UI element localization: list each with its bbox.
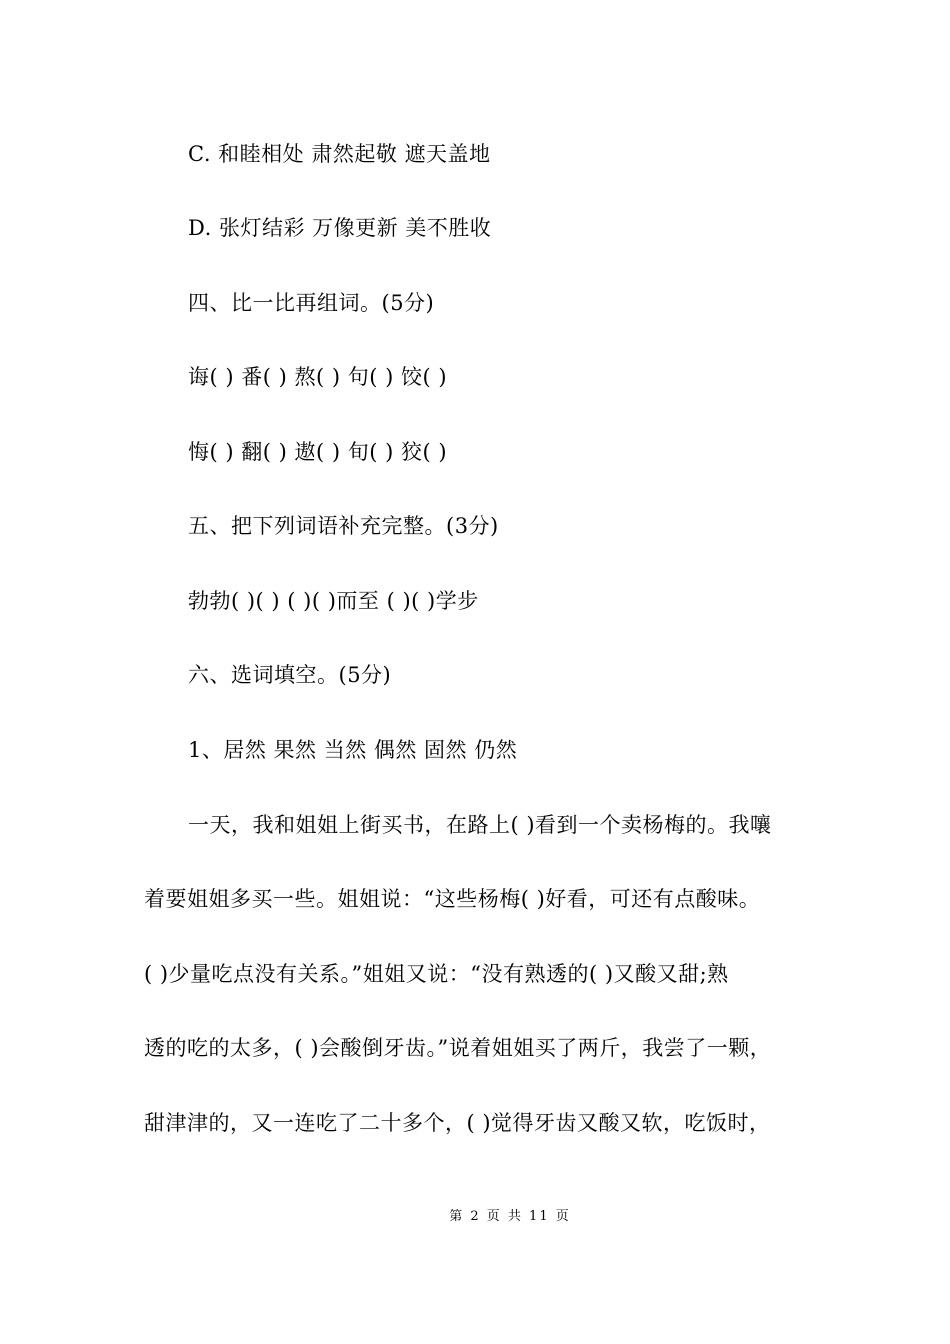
passage-line-1: 一天，我和姐姐上街买书，在路上( )看到一个卖杨梅的。我嚷 (188, 813, 772, 837)
passage-line-4: 透的吃的太多，( )会酸倒牙齿。”说着姐姐买了两斤，我尝了一颗， (144, 1036, 772, 1060)
idiom-completion-row: 勃勃( )( ) ( )( )而至 ( )( )学步 (188, 589, 479, 613)
word-compare-row-1: 诲( ) 番( ) 熬( ) 句( ) 饺( ) (188, 365, 448, 389)
page-number-footer: 第 2 页 共 11 页 (449, 1209, 571, 1224)
passage-line-2: 着要姐姐多买一些。姐姐说：“这些杨梅( )好看，可还有点酸味。 (144, 887, 761, 911)
section-4-heading: 四、比一比再组词。(5分) (188, 291, 435, 315)
option-d: D. 张灯结彩 万像更新 美不胜收 (188, 216, 492, 240)
option-c: C. 和睦相处 肃然起敬 遮天盖地 (188, 142, 491, 166)
passage-line-5: 甜津津的，又一连吃了二十多个，( )觉得牙齿又酸又软，吃饭时， (144, 1111, 771, 1135)
section-5-heading: 五、把下列词语补充完整。(3分) (188, 514, 499, 538)
passage-line-3: ( )少量吃点没有关系。”姐姐又说：“没有熟透的( )又酸又甜;熟 (144, 962, 729, 986)
section-6-heading: 六、选词填空。(5分) (188, 663, 392, 687)
word-choice-list: 1、居然 果然 当然 偶然 固然 仍然 (188, 738, 518, 762)
word-compare-row-2: 悔( ) 翻( ) 遨( ) 旬( ) 狡( ) (188, 440, 448, 464)
